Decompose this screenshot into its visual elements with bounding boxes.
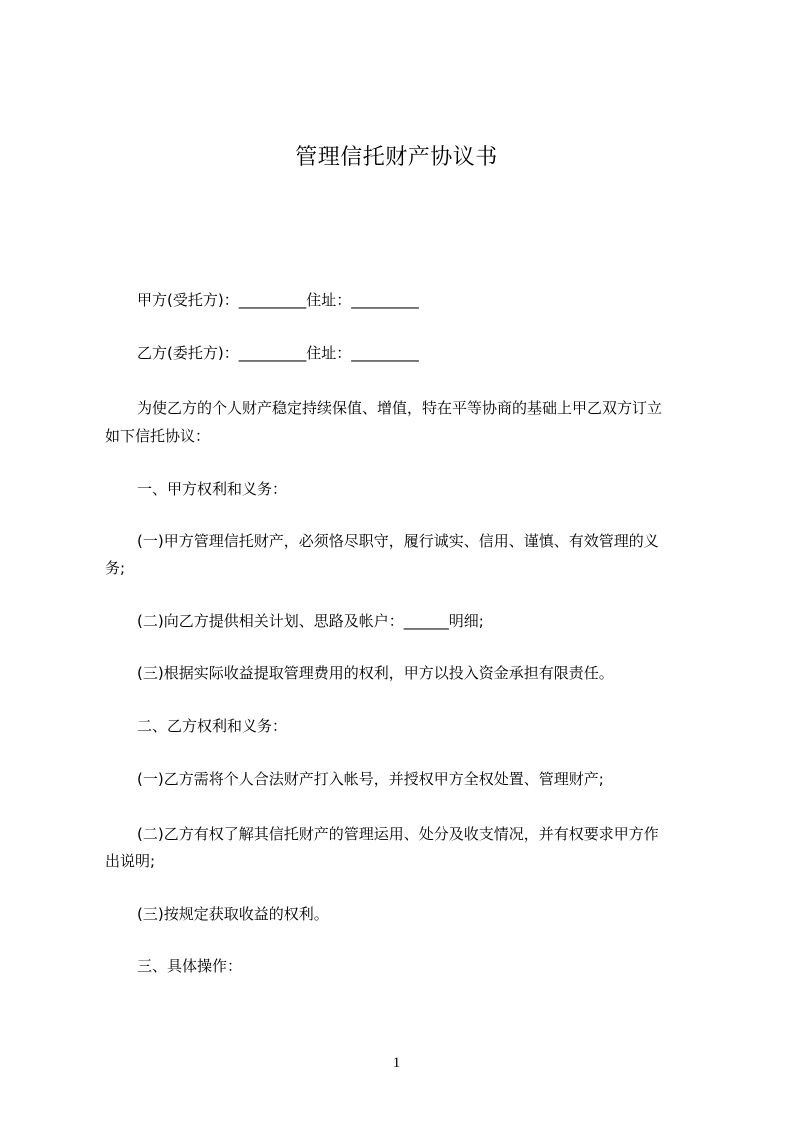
section-1-item-2: (二)向乙方提供相关计划、思路及帐户：______明细; <box>137 612 484 630</box>
page-title: 管理信托财产协议书 <box>295 145 498 170</box>
section-2-item-2-line-2: 出说明; <box>105 852 156 870</box>
page-number: 1 <box>392 1055 401 1071</box>
section-2-item-2-line-1: (二)乙方有权了解其信托财产的管理运用、处分及收支情况，并有权要求甲方作 <box>137 825 659 843</box>
party-a-line: 甲方(受托方)：_________住址：_________ <box>137 291 419 309</box>
section-1-item-1-line-1: (一)甲方管理信托财产，必须恪尽职守，履行诚实、信用、谨慎、有效管理的义 <box>137 532 659 550</box>
section-2-item-3: (三)按规定获取收益的权利。 <box>137 905 329 923</box>
section-1-heading: 一、甲方权利和义务： <box>137 480 288 498</box>
section-1-item-1-line-2: 务; <box>105 559 126 577</box>
section-1-item-3: (三)根据实际收益提取管理费用的权利，甲方以投入资金承担有限责任。 <box>137 664 614 682</box>
section-2-item-1: (一)乙方需将个人合法财产打入帐号，并授权甲方全权处置、管理财产; <box>137 770 604 788</box>
section-3-heading: 三、具体操作： <box>137 957 243 975</box>
section-2-heading: 二、乙方权利和义务： <box>137 717 288 735</box>
intro-paragraph-line-2: 如下信托协议： <box>105 427 211 445</box>
party-b-line: 乙方(委托方)：_________住址：_________ <box>137 344 419 362</box>
intro-paragraph-line-1: 为使乙方的个人财产稳定持续保值、增值，特在平等协商的基础上甲乙双方订立 <box>137 399 663 417</box>
